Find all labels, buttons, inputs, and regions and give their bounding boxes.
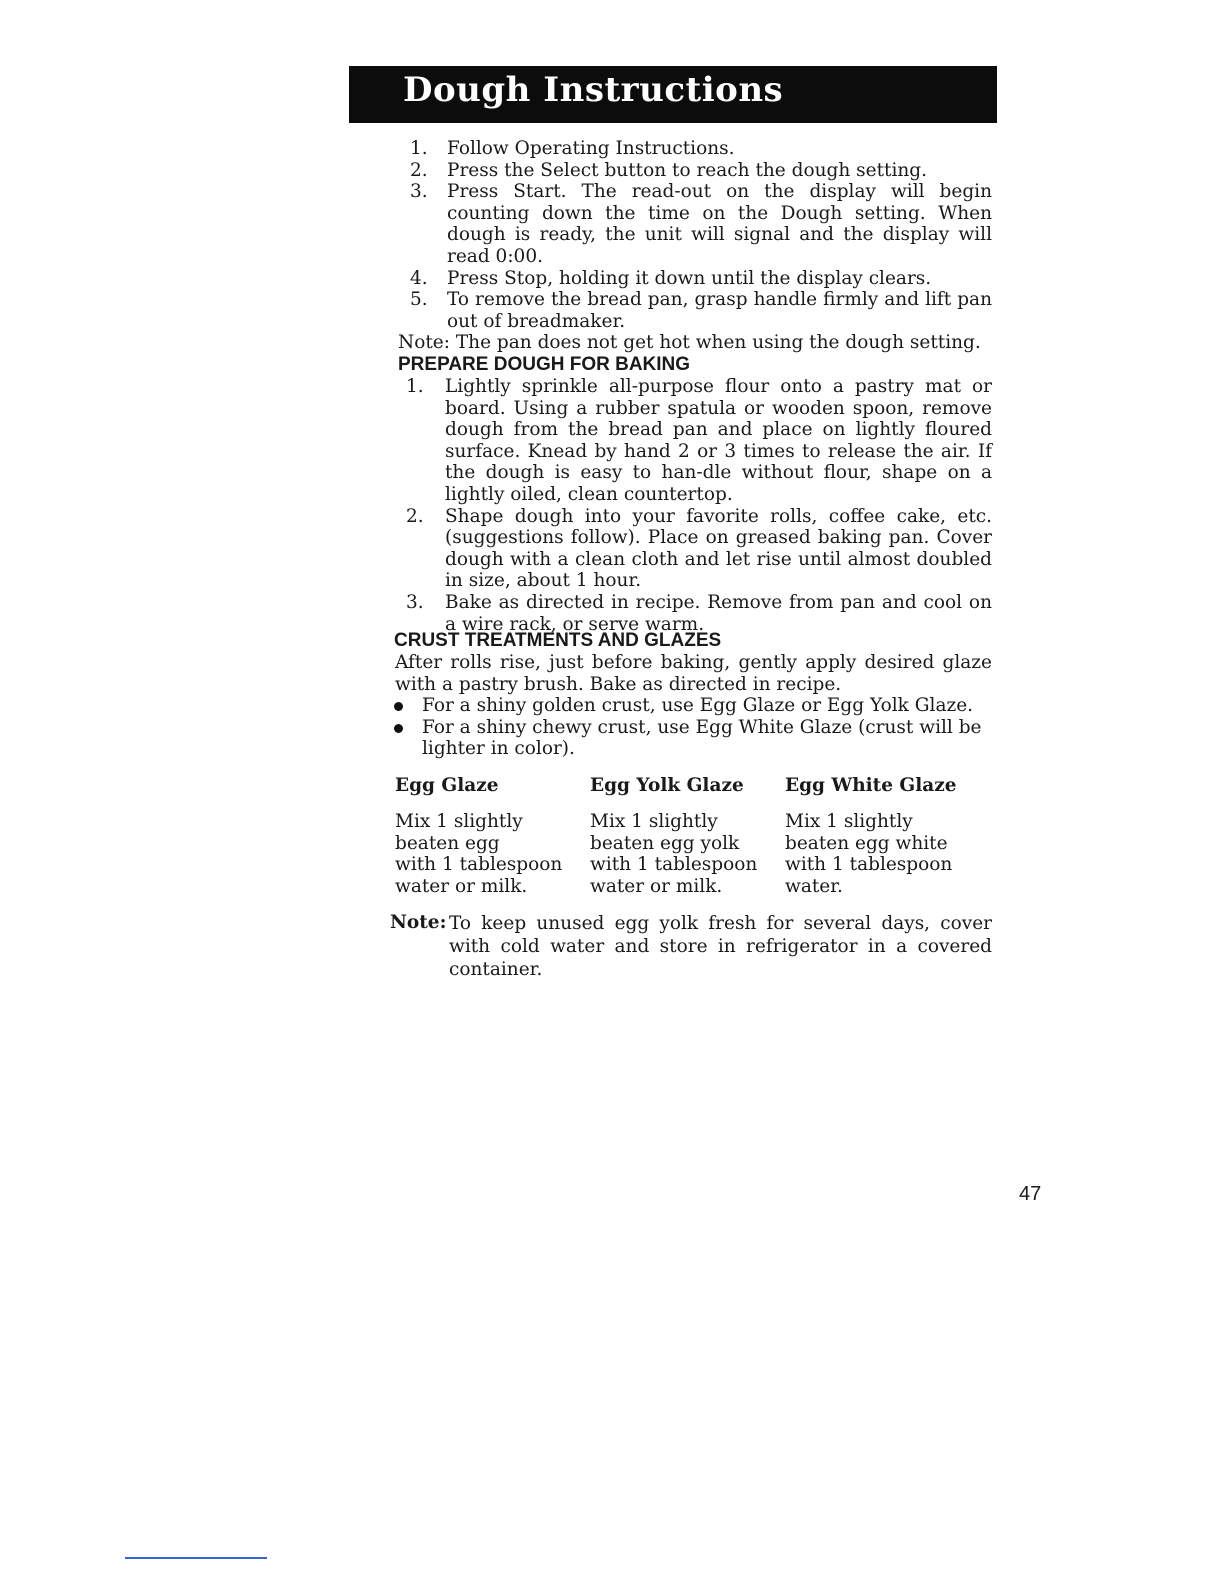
list-item xyxy=(390,289,992,332)
glaze-line: with 1 tablespoon xyxy=(785,854,953,876)
crust-section xyxy=(390,630,992,760)
bullet-icon xyxy=(394,724,403,733)
operating-section xyxy=(390,138,992,354)
glaze-line: beaten egg white xyxy=(785,832,948,854)
glaze-line: with 1 tablespoon xyxy=(395,854,563,876)
step-text: Follow Operating Instructions. xyxy=(447,138,735,159)
prepare-steps xyxy=(390,376,992,635)
step-text: To remove the bread pan, grasp handle firmly and lift pan out of breadmaker. xyxy=(447,289,992,332)
step-text: Bake as directed in recipe. Remove from pan and cool on a wire rack, or serve warm. xyxy=(445,591,992,635)
crust-heading: CRUST TREATMENTS AND GLAZES xyxy=(394,630,722,651)
glaze-line: beaten egg yolk xyxy=(590,832,740,854)
step-number: 2. xyxy=(410,159,428,181)
step-number: 1. xyxy=(410,138,428,159)
glaze-line: beaten egg xyxy=(395,832,500,854)
list-item xyxy=(390,268,992,290)
step-text: Shape dough into your favorite rolls, coffee cake, etc. (suggestions follow). Place on greased baking pan. Cover dough with a clean cloth and let rise until almost doubled in size, about 1 hour. xyxy=(445,505,992,592)
glaze-line: Mix 1 slightly xyxy=(785,811,913,832)
title-bar xyxy=(349,66,997,123)
glaze-column-egg xyxy=(395,775,585,897)
step-number: 2. xyxy=(406,505,424,527)
glaze-column-egg-white xyxy=(785,775,975,897)
glaze-line: Mix 1 slightly xyxy=(395,811,523,832)
footer-rule xyxy=(125,1557,267,1559)
glaze-name: Egg Glaze xyxy=(395,775,499,796)
step-text: Press Stop, holding it down until the display clears. xyxy=(447,267,932,289)
list-item xyxy=(390,160,992,182)
bullet-text: For a shiny chewy crust, use Egg White Glaze (crust will be lighter in color). xyxy=(422,716,982,760)
list-item xyxy=(390,506,992,592)
glaze-line: Mix 1 slightly xyxy=(590,811,718,832)
crust-bullets xyxy=(390,695,992,760)
glaze-recipe xyxy=(785,811,975,897)
step-text: Press Start. The read-out on the display will begin counting down the time on the Dough setting. When dough is ready, the unit will signal and the display will read 0:00. xyxy=(447,181,992,267)
glaze-name: Egg White Glaze xyxy=(785,775,957,796)
glaze-line: with 1 tablespoon xyxy=(590,854,758,876)
glaze-line: water or milk. xyxy=(395,875,528,897)
step-number: 5. xyxy=(410,289,428,311)
page-title: Dough Instructions xyxy=(403,70,784,110)
glaze-name: Egg Yolk Glaze xyxy=(590,775,744,796)
step-number: 3. xyxy=(406,591,424,613)
step-number: 3. xyxy=(410,181,428,203)
list-item xyxy=(390,138,992,160)
bullet-text: For a shiny golden crust, use Egg Glaze or Egg Yolk Glaze. xyxy=(422,695,974,717)
note-text: To keep unused egg yolk fresh for several days, cover with cold water and store in refrigerator in a covered container. xyxy=(449,913,992,980)
step-number: 1. xyxy=(406,376,424,397)
final-note xyxy=(390,912,992,981)
list-item xyxy=(390,717,992,760)
operating-note: Note: The pan does not get hot when using the dough setting. xyxy=(398,332,981,354)
bullet-icon xyxy=(394,702,403,711)
operating-steps xyxy=(390,138,992,332)
glaze-recipe xyxy=(590,811,780,897)
crust-intro: After rolls rise, just before baking, gently apply desired glaze with a pastry brush. Bake as directed in recipe. xyxy=(395,652,992,695)
step-text: Lightly sprinkle all-purpose flour onto a pastry mat or board. Using a rubber spatula or wooden spoon, remove dough from the bread pan and place on lightly floured surface. Knead by hand 2 or 3 times to release the air. If the dough is easy to han-dle without flour, shape on a lightly oiled, clean countertop. xyxy=(445,376,992,505)
list-item xyxy=(390,592,992,635)
page-number: 47 xyxy=(1019,1183,1042,1205)
prepare-heading: PREPARE DOUGH FOR BAKING xyxy=(398,354,691,375)
list-item xyxy=(390,376,992,506)
step-text: Press the Select button to reach the dough setting. xyxy=(447,159,928,181)
glaze-line: water or milk. xyxy=(590,875,723,897)
glaze-line: water. xyxy=(785,875,843,897)
glaze-recipe xyxy=(395,811,585,897)
glaze-column-egg-yolk xyxy=(590,775,780,897)
list-item xyxy=(390,695,992,717)
step-number: 4. xyxy=(410,267,428,289)
prepare-section xyxy=(390,354,992,635)
note-label: Note: xyxy=(390,912,447,933)
list-item xyxy=(390,181,992,267)
